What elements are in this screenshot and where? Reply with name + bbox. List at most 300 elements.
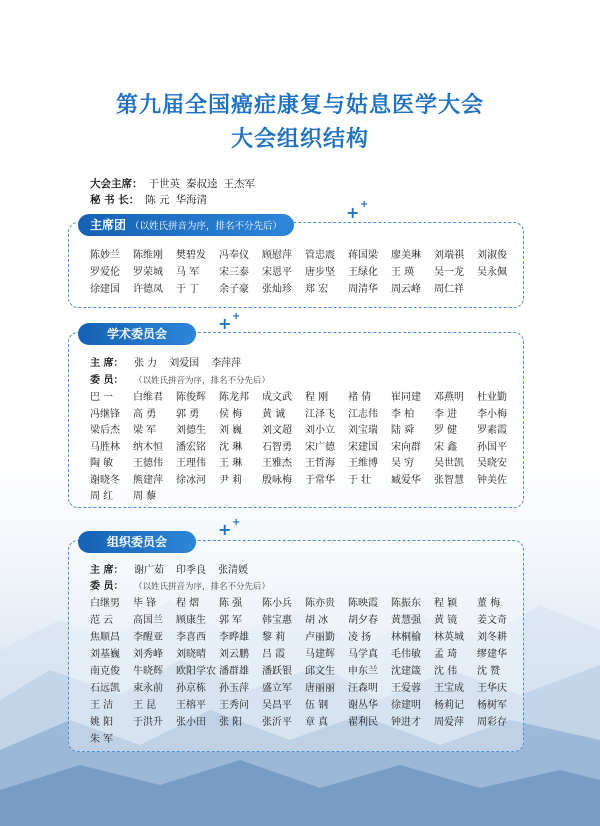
name-cell	[391, 628, 421, 643]
name-cell	[434, 280, 464, 295]
name-cell	[176, 628, 206, 643]
name-cell	[176, 679, 206, 694]
name-cell	[176, 388, 206, 403]
name-cell	[133, 405, 156, 420]
name-cell	[262, 454, 292, 469]
chairs-label: 大会主席：	[90, 178, 143, 190]
chair-name: 于世英	[148, 178, 180, 190]
name-cell	[90, 405, 120, 420]
name-cell	[348, 628, 371, 643]
name-cell	[133, 679, 163, 694]
plus-icon: +	[346, 203, 360, 222]
person-name: 钟美佐	[477, 474, 507, 486]
person-name: 宋恩平	[262, 267, 292, 278]
name-cell	[434, 594, 457, 609]
name-cell	[434, 713, 464, 728]
person-name: 焦顺昌	[90, 632, 120, 643]
person-name: 孙国平	[477, 441, 507, 453]
person-name: 马 军	[176, 267, 200, 278]
name-cell	[391, 679, 421, 694]
person-name: 许德凤	[133, 284, 163, 295]
person-name: 伍 钢	[305, 700, 329, 711]
person-name: 程 熠	[176, 598, 200, 609]
name-cell	[477, 679, 507, 694]
name-cell	[133, 487, 156, 502]
person-name: 侯 梅	[219, 408, 243, 420]
name-cell	[434, 454, 464, 469]
person-name: 张沂平	[262, 717, 292, 728]
secretary-name: 华海清	[175, 194, 208, 206]
conference-chairs	[90, 176, 255, 191]
person-name: 蒋国梁	[348, 250, 378, 261]
chair-name: 王杰军	[223, 178, 255, 190]
page-title: 第九届全国癌症康复与姑息医学大会	[115, 93, 484, 118]
person-name: 梁 军	[133, 425, 157, 436]
person-name: 吴晓安	[477, 458, 507, 469]
person-name: 罗 健	[434, 425, 458, 436]
name-cell	[348, 645, 378, 660]
person-name: 宋建国	[348, 441, 378, 453]
plus-icon: +	[218, 314, 232, 333]
name-cell	[219, 263, 249, 278]
person-name: 吴永佩	[477, 267, 507, 278]
name-cell	[262, 421, 292, 436]
person-name: 牛晓辉	[133, 666, 163, 677]
person-name: 冯继锋	[90, 408, 120, 420]
name-cell	[477, 438, 507, 453]
person-name: 宋 鑫	[434, 441, 458, 453]
name-cell	[391, 388, 421, 403]
page-subtitle: 大会组织结构	[230, 127, 369, 152]
name-cell	[391, 611, 421, 626]
name-cell	[391, 594, 421, 609]
name-cell	[176, 280, 199, 295]
person-name: 邓燕明	[434, 392, 464, 403]
person-name: 白维君	[133, 392, 163, 403]
person-name: 樊碧发	[176, 250, 206, 261]
person-name: 李醒亚	[133, 632, 163, 643]
person-name: 张智慧	[434, 474, 464, 486]
name-cell	[90, 438, 120, 453]
name-cell	[90, 645, 120, 660]
name-cell	[133, 645, 163, 660]
name-cell	[305, 696, 328, 711]
name-cell	[176, 405, 199, 420]
name-cell	[219, 679, 249, 694]
name-cell	[262, 405, 285, 420]
academic-title: 学术委员会	[106, 327, 167, 341]
person-name: 熊建萍	[133, 474, 163, 486]
name-cell	[391, 696, 421, 711]
name-cell	[262, 696, 292, 711]
name-cell	[434, 696, 464, 711]
person-name: 孙玉萍	[219, 683, 249, 694]
person-name: 刘秀峰	[133, 649, 163, 660]
person-name: 李 进	[434, 408, 458, 420]
person-name: 申东兰	[348, 666, 378, 677]
person-name: 程 颖	[434, 598, 458, 609]
name-cell	[348, 662, 378, 677]
organizing-chair-label: 主 席：	[90, 565, 124, 576]
name-cell	[348, 454, 378, 469]
name-cell	[305, 662, 335, 677]
person-name: 廖美琳	[391, 250, 421, 261]
person-name: 陈振东	[391, 598, 421, 609]
name-cell	[219, 611, 242, 626]
name-cell	[305, 263, 335, 278]
person-name: 王榕平	[176, 700, 206, 711]
person-name: 钟进才	[391, 717, 421, 728]
name-cell	[90, 388, 113, 403]
name-cell	[176, 662, 216, 677]
person-name: 潘宏铭	[176, 441, 206, 453]
name-cell	[348, 679, 378, 694]
person-name: 姚 阳	[90, 717, 114, 728]
person-name: 张灿珍	[262, 284, 292, 295]
plus-icon: +	[218, 520, 232, 539]
organizing-members-header	[90, 577, 270, 592]
academic-chair-name: 张 力	[134, 358, 158, 369]
name-cell	[90, 471, 120, 486]
name-cell	[133, 454, 163, 469]
name-cell	[391, 246, 421, 261]
person-name: 周 红	[90, 491, 114, 502]
name-cell	[90, 662, 120, 677]
name-cell	[391, 438, 421, 453]
secretary-name: 陈 元	[145, 194, 170, 206]
name-cell	[176, 611, 206, 626]
person-name: 于 丁	[176, 284, 200, 295]
person-name: 胡 冰	[305, 615, 329, 626]
person-name: 马胜林	[90, 441, 120, 453]
person-name: 沈 赞	[477, 666, 501, 677]
name-cell	[133, 421, 156, 436]
name-cell	[391, 471, 421, 486]
name-cell	[391, 662, 421, 677]
person-name: 盛立军	[262, 683, 292, 694]
organizing-chairs	[90, 561, 260, 576]
person-name: 郑 宏	[305, 284, 329, 295]
name-cell	[477, 454, 507, 469]
person-name: 郭 军	[219, 615, 243, 626]
organizing-chair-name: 印季良	[176, 565, 206, 576]
secretary-general	[90, 192, 207, 207]
name-cell	[477, 662, 500, 677]
organizing-chair-name: 张清媛	[218, 565, 248, 576]
person-name: 成文武	[262, 392, 292, 403]
name-cell	[434, 611, 457, 626]
name-cell	[391, 454, 414, 469]
person-name: 程 刚	[305, 392, 329, 403]
academic-chair-name: 刘爱国	[169, 358, 200, 369]
person-name: 李喜西	[176, 632, 206, 643]
person-name: 刘 巍	[219, 425, 243, 436]
name-cell	[262, 645, 285, 660]
name-cell	[90, 454, 113, 469]
name-cell	[348, 611, 378, 626]
person-name: 徐建明	[391, 700, 421, 711]
person-name: 邱文生	[305, 666, 335, 677]
name-cell	[391, 405, 414, 420]
name-cell	[434, 421, 457, 436]
name-cell	[133, 388, 163, 403]
person-name: 黄慧强	[391, 615, 421, 626]
person-name: 周云峰	[391, 284, 421, 295]
name-cell	[90, 280, 120, 295]
person-name: 周爱萍	[434, 717, 464, 728]
name-cell	[262, 628, 285, 643]
name-cell	[305, 280, 328, 295]
name-cell	[90, 421, 120, 436]
name-cell	[434, 388, 464, 403]
person-name: 刘宝瑞	[348, 425, 378, 436]
organizing-member-note: （以姓氏拼音为序，排名不分先后）	[134, 582, 271, 592]
organizing-member-label: 委 员：	[90, 581, 124, 592]
person-name: 胡夕春	[348, 615, 378, 626]
secretary-label: 秘 书 长：	[90, 194, 140, 206]
person-name: 石远凯	[90, 683, 120, 694]
person-name: 王绿化	[348, 267, 378, 278]
person-name: 孙京栋	[176, 683, 206, 694]
name-cell	[133, 713, 163, 728]
name-cell	[90, 487, 113, 502]
name-cell	[219, 471, 242, 486]
name-cell	[305, 388, 328, 403]
name-cell	[391, 421, 414, 436]
name-cell	[219, 246, 249, 261]
name-cell	[434, 246, 464, 261]
person-name: 冯奉仪	[219, 250, 249, 261]
name-cell	[305, 454, 335, 469]
name-cell	[133, 611, 163, 626]
name-cell	[176, 713, 206, 728]
person-name: 管忠震	[305, 250, 335, 261]
name-cell	[434, 662, 457, 677]
name-cell	[391, 263, 414, 278]
organizing-title: 组织委员会	[106, 535, 167, 549]
name-cell	[305, 713, 328, 728]
person-name: 宋向群	[391, 441, 421, 453]
person-name: 张 阳	[219, 717, 243, 728]
name-cell	[262, 713, 292, 728]
person-name: 刘小立	[305, 425, 335, 436]
person-name: 于常华	[305, 474, 335, 486]
name-cell	[219, 628, 249, 643]
name-cell	[434, 438, 457, 453]
person-name: 王爱蓉	[391, 683, 421, 694]
person-name: 吴 穷	[391, 458, 415, 469]
person-name: 余子豪	[219, 284, 249, 295]
person-name: 王 瑛	[391, 267, 415, 278]
name-cell	[305, 421, 335, 436]
person-name: 沈建箴	[391, 666, 421, 677]
person-name: 唐丽丽	[305, 683, 335, 694]
name-cell	[348, 438, 378, 453]
name-cell	[262, 594, 292, 609]
name-cell	[176, 645, 206, 660]
name-cell	[219, 696, 249, 711]
person-name: 董 梅	[477, 598, 501, 609]
name-cell	[176, 594, 199, 609]
name-cell	[262, 471, 292, 486]
person-name: 林英城	[434, 632, 464, 643]
name-cell	[305, 246, 335, 261]
person-name: 宋广德	[305, 441, 335, 453]
name-cell	[391, 280, 421, 295]
person-name: 周彩存	[477, 717, 507, 728]
person-name: 陆 舜	[391, 425, 415, 436]
person-name: 刘淑俊	[477, 250, 507, 261]
person-name: 郭 勇	[176, 408, 200, 420]
person-name: 范 云	[90, 615, 114, 626]
person-name: 张小田	[176, 717, 206, 728]
name-cell	[477, 471, 507, 486]
person-name: 李晔雄	[219, 632, 249, 643]
name-cell	[219, 388, 249, 403]
name-cell	[434, 263, 464, 278]
person-name: 周 藜	[133, 491, 157, 502]
person-name: 于 壮	[348, 474, 372, 486]
person-name: 王 琳	[219, 458, 243, 469]
name-cell	[262, 679, 292, 694]
person-name: 汪森明	[348, 683, 378, 694]
name-cell	[348, 594, 378, 609]
person-name: 黄 镜	[434, 615, 458, 626]
name-cell	[434, 679, 464, 694]
person-name: 翟利民	[348, 717, 378, 728]
name-cell	[90, 730, 113, 745]
name-cell	[219, 662, 249, 677]
presidium-tag	[78, 214, 294, 236]
person-name: 褚 倩	[348, 392, 372, 403]
plus-icon: +	[232, 517, 241, 528]
person-name: 江泽飞	[305, 408, 335, 420]
name-cell	[348, 421, 378, 436]
person-name: 沈 伟	[434, 666, 458, 677]
name-cell	[176, 421, 206, 436]
name-cell	[305, 645, 335, 660]
person-name: 韩宝惠	[262, 615, 292, 626]
name-cell	[477, 405, 507, 420]
name-cell	[176, 696, 206, 711]
person-name: 刘晓晴	[176, 649, 206, 660]
name-cell	[348, 280, 378, 295]
person-name: 周清华	[348, 284, 378, 295]
academic-members-header	[90, 371, 270, 386]
person-name: 梁后杰	[90, 425, 120, 436]
person-name: 于洪升	[133, 717, 163, 728]
person-name: 宋三泰	[219, 267, 249, 278]
person-name: 石智勇	[262, 441, 292, 453]
name-cell	[477, 246, 507, 261]
person-name: 吴昌平	[262, 700, 292, 711]
person-name: 潘跃银	[262, 666, 292, 677]
name-cell	[391, 713, 421, 728]
name-cell	[133, 471, 163, 486]
person-name: 杨树军	[477, 700, 507, 711]
person-name: 欧阳学农	[176, 666, 216, 677]
person-name: 黎 莉	[262, 632, 286, 643]
name-cell	[305, 679, 335, 694]
person-name: 陈俊辉	[176, 392, 206, 403]
academic-chair-label: 主 席：	[90, 358, 124, 369]
name-cell	[219, 280, 249, 295]
person-name: 陈维刚	[133, 250, 163, 261]
person-name: 王华庆	[477, 683, 507, 694]
person-name: 周仁祥	[434, 284, 464, 295]
name-cell	[176, 263, 199, 278]
name-cell	[305, 628, 335, 643]
person-name: 杜业勤	[477, 392, 507, 403]
name-cell	[477, 388, 507, 403]
academic-chairs	[90, 354, 253, 369]
name-cell	[348, 246, 378, 261]
name-cell	[219, 405, 242, 420]
person-name: 陈亦贵	[305, 598, 335, 609]
person-name: 王秀问	[219, 700, 249, 711]
person-name: 杨莉记	[434, 700, 464, 711]
name-cell	[477, 263, 507, 278]
person-name: 刘德生	[176, 425, 206, 436]
person-name: 黄 诚	[262, 408, 286, 420]
name-cell	[477, 696, 507, 711]
name-cell	[348, 405, 378, 420]
plus-icon: +	[232, 311, 241, 322]
name-cell	[391, 645, 421, 660]
name-cell	[90, 594, 120, 609]
name-cell	[133, 280, 163, 295]
name-cell	[477, 594, 500, 609]
person-name: 王雅杰	[262, 458, 292, 469]
name-cell	[262, 662, 292, 677]
person-name: 王理伟	[176, 458, 206, 469]
academic-member-note: （以姓氏拼音为序，排名不分先后）	[134, 376, 271, 386]
name-cell	[133, 263, 163, 278]
person-name: 谢丛华	[348, 700, 378, 711]
name-cell	[477, 645, 507, 660]
person-name: 顾慰萍	[262, 250, 292, 261]
person-name: 臧爱华	[391, 474, 421, 486]
name-cell	[90, 246, 120, 261]
person-name: 束永前	[133, 683, 163, 694]
person-name: 王维博	[348, 458, 378, 469]
name-cell	[348, 471, 371, 486]
person-name: 纳木恒	[133, 441, 163, 453]
person-name: 殷咏梅	[262, 474, 292, 486]
person-name: 凌 扬	[348, 632, 372, 643]
person-name: 江志伟	[348, 408, 378, 420]
person-name: 李 柏	[391, 408, 415, 420]
person-name: 吕 霞	[262, 649, 286, 660]
person-name: 刘云鹏	[219, 649, 249, 660]
name-cell	[90, 713, 113, 728]
name-cell	[477, 628, 507, 643]
academic-tag	[78, 323, 196, 345]
name-cell	[305, 405, 335, 420]
name-cell	[90, 679, 120, 694]
person-name: 刘基巍	[90, 649, 120, 660]
person-name: 白继男	[90, 598, 120, 609]
academic-member-label: 委 员：	[90, 375, 124, 386]
name-cell	[219, 454, 242, 469]
person-name: 刘文超	[262, 425, 292, 436]
name-cell	[305, 438, 335, 453]
person-name: 高国兰	[133, 615, 163, 626]
person-name: 陈妙兰	[90, 250, 120, 261]
name-cell	[348, 696, 378, 711]
person-name: 马学真	[348, 649, 378, 660]
name-cell	[90, 696, 113, 711]
